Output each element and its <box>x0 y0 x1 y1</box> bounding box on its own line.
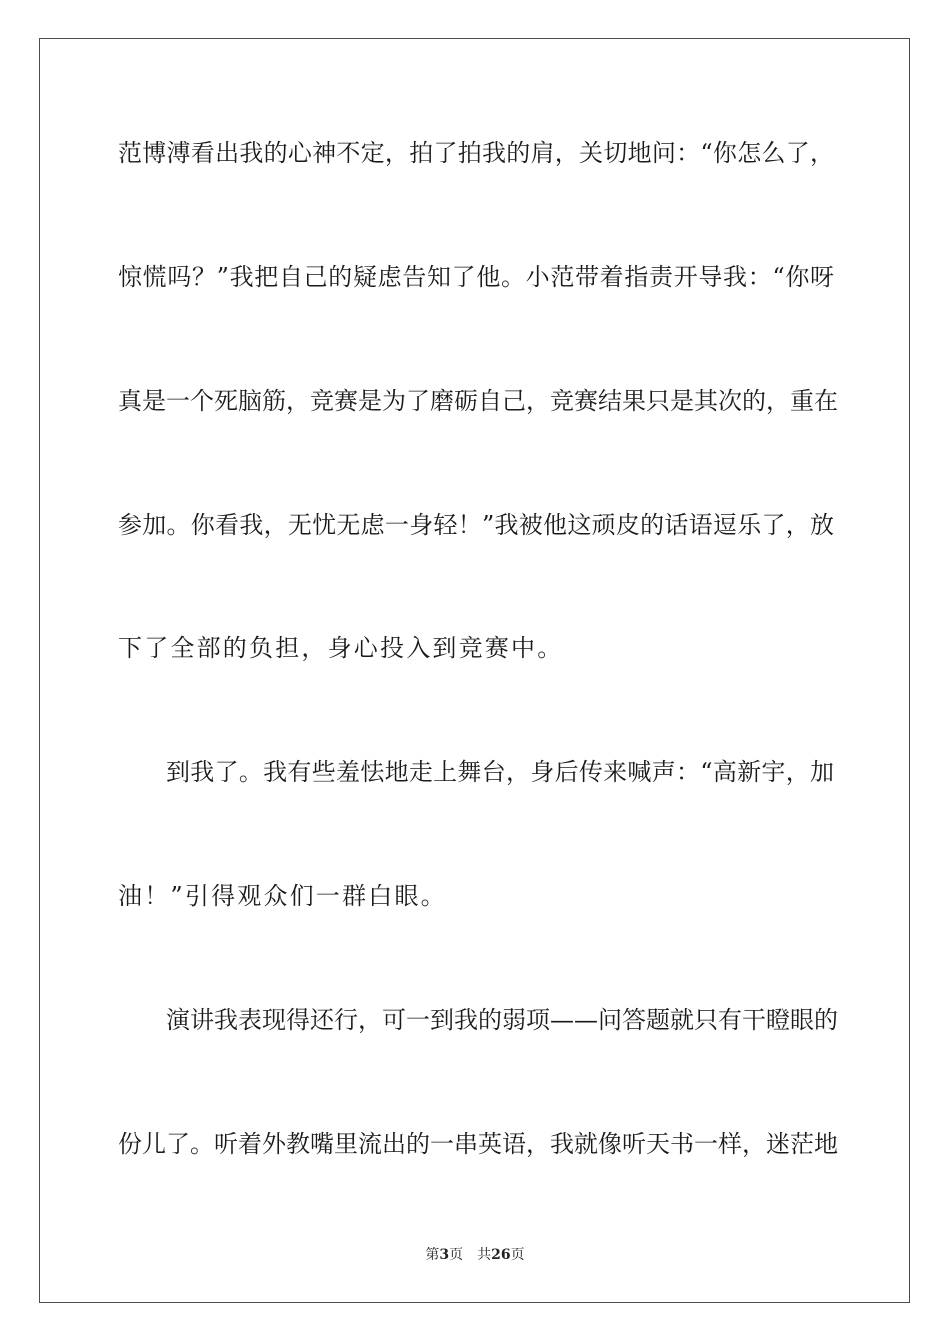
total-page-count: 26 <box>491 1247 511 1263</box>
paragraph-start-line: 演讲我表现得还行，可一到我的弱项——问答题就只有干瞪眼的 <box>166 1006 838 1034</box>
total-suffix: 页 <box>510 1247 525 1263</box>
text-line: 下了全部的负担，身心投入到竞赛中。 <box>118 634 564 662</box>
page-prefix: 第 <box>425 1247 440 1263</box>
paragraph-start-line: 到我了。我有些羞怯地走上舞台，身后传来喊声：“高新宇，加 <box>166 758 834 786</box>
text-line: 参加。你看我，无忧无虑一身轻！”我被他这顽皮的话语逗乐了，放 <box>118 511 834 539</box>
text-line: 份儿了。听着外教嘴里流出的一串英语，我就像听天书一样，迷茫地 <box>118 1130 838 1158</box>
text-line: 范博溥看出我的心神不定，拍了拍我的肩，关切地问：“你怎么了， <box>118 139 834 167</box>
page-footer <box>0 1246 950 1264</box>
current-page-number: 3 <box>439 1247 450 1263</box>
text-line: 油！”引得观众们一群白眼。 <box>118 882 447 910</box>
total-prefix: 共 <box>477 1247 492 1263</box>
page-suffix: 页 <box>449 1247 464 1263</box>
text-line: 真是一个死脑筋，竞赛是为了磨砺自己，竞赛结果只是其次的，重在 <box>118 387 838 415</box>
page-border <box>39 38 910 1303</box>
text-line: 惊慌吗？”我把自己的疑虑告知了他。小范带着指责开导我：“你呀 <box>118 263 834 291</box>
